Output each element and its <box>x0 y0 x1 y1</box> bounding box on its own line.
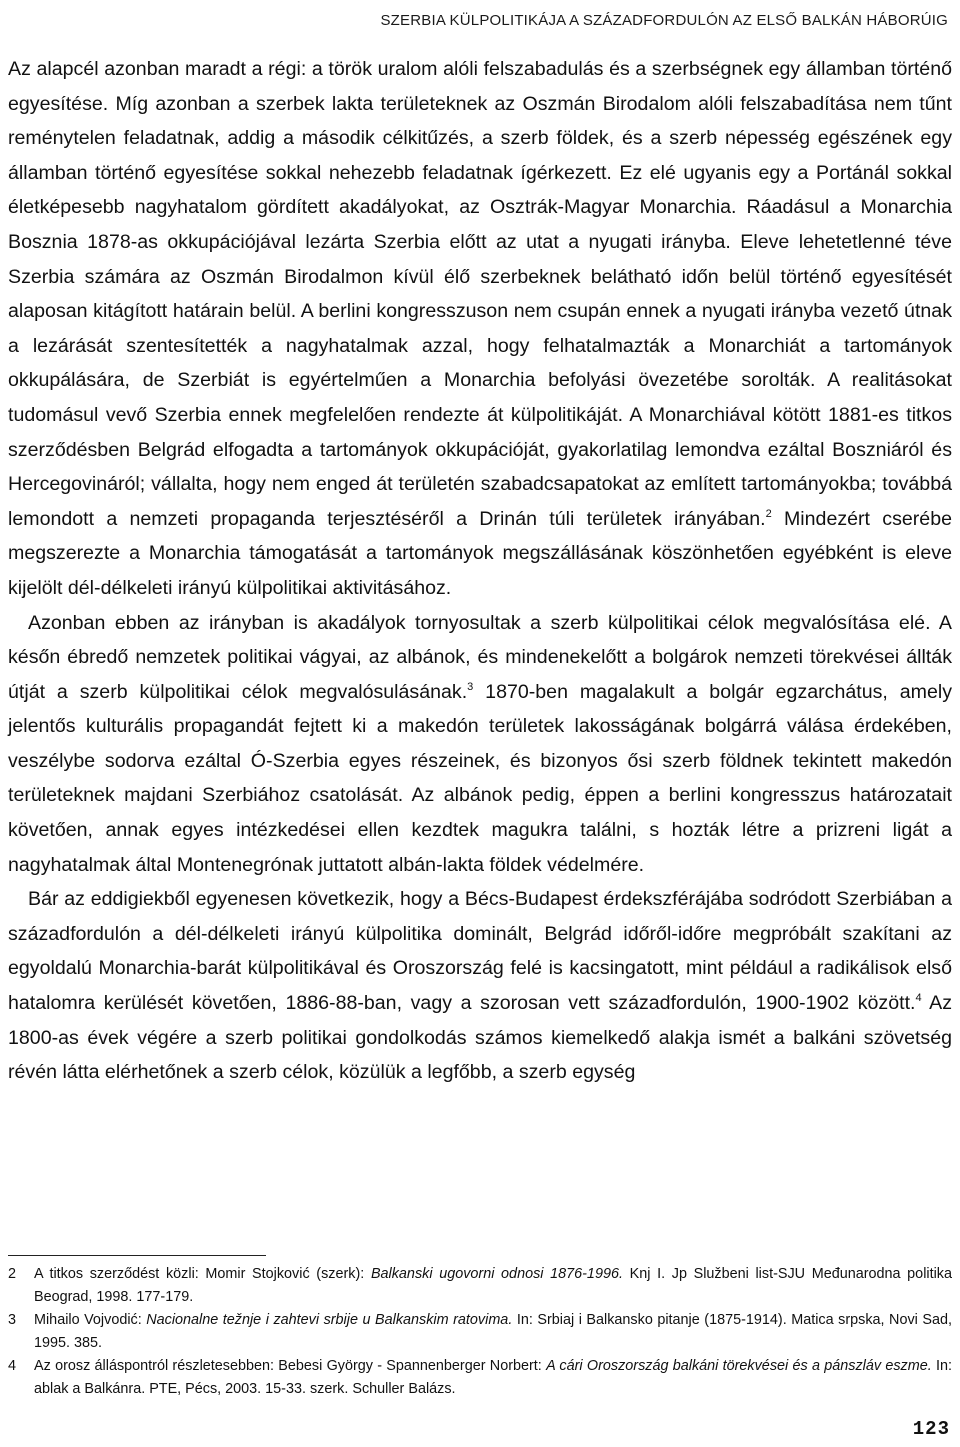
paragraph-2 <box>8 606 952 883</box>
paragraph-1 <box>8 52 952 606</box>
footnote-number: 4 <box>8 1358 17 1374</box>
paragraph-3 <box>8 882 952 1090</box>
footnote-text: Mihailo Vojvodić: <box>34 1312 147 1328</box>
paragraph-text: Az alapcél azonban maradt a régi: a török uralom alóli felszabadulás és a szerbségnek egy államban történő egyesítése. Míg azonban a szerbek lakta területeknek az Oszmán Birodalom alóli felszabadítása nem tűnt reménytelen feladatnak, addig a második célkitűzés, a szerb földek, és a szerb népesség egészének egy államban történő egyesítése sokkal nehezebb feladatnak ígérkezett. Ez elé ugyanis egy a Portánál sokkal életképesebb nagyhatalom gördített akadályokat, az Osztrák-Magyar Monarchia. Ráadásul a Monarchia Bosznia 1878-as okkupációjával lezárta Szerbia előtt az utat a nyugati irányba. Eleve lehetetlenné téve Szerbia számára az Oszmán Birodalmon kívül élő szerbeknek belátható időn belül történő egyesítését alaposan kitágított határain belül. A berlini kongresszuson nem csupán ennek a nyugati irányba vezető útnak a lezárását szentesítették a nagyhatalmak azzal, hogy felhatalmazták a Monarchiát a tartományok okkupálására, de Szerbiát is egyértelműen a Monarchia befolyási övezetébe sorolták. A realitásokat tudomásul vevő Szerbia ennek megfelelően rendezte át külpolitikáját. A Monarchiával kötött 1881-es titkos szerződésben Belgrád elfogadta a tartományok okkupációját, gyakorlatilag lemondva ezáltal Boszniáról és Hercegovináról; vállalta, hogy nem enged át területén szabadcsapatokat az említett tartományokba; továbbá lemondott a nemzeti propaganda terjesztéséről a Drinán túli területek irányában. <box>8 58 952 530</box>
paragraph-text: Bár az eddigiekből egyenesen következik, hogy a Bécs-Budapest érdekszférájába sodródott Szerbiában a századfordulón a dél-délkeleti irányú külpolitika dominált, Belgrád időről-időre megpróbált szakítani az egyoldalú Monarchia-barát külpolitikával és Oroszország felé is kacsingatott, mint például a radikálisok első hatalomra kerülését követően, 1886-88-ban, vagy a szorosan vett századfordulón, 1900-1902 között. <box>8 888 952 1015</box>
main-text <box>8 52 952 1090</box>
footnote <box>8 1309 952 1355</box>
footnote-divider <box>8 1255 266 1256</box>
footnote-text: A titkos szerződést közli: Momir Stojković (szerk): <box>34 1266 371 1282</box>
paragraph-text: Az 1800-as évek végére a szerb politikai gondolkodás számos kiemelkedő alakja ismét a balkáni szövetség révén látta elérhetőnek a szerb célok, közülük a legfőbb, a szerb egység <box>8 992 952 1084</box>
footnote <box>8 1355 952 1401</box>
paragraph-text: Azonban ebben az irányban is akadályok tornyosultak a szerb külpolitikai célok megvalósítása elé. A későn ébredő nemzetek politikai vágyai, az albánok, és mindenekelőtt a bolgárok nemzeti törekvései állták útját a szerb külpolitikai célok megvalósulásának. <box>8 611 952 703</box>
footnote-ref[interactable]: 4 <box>915 992 922 1005</box>
footnote-text: In: ablak a Balkánra. PTE, Pécs, 2003. 15-33. szerk. Schuller Balázs. <box>34 1358 952 1397</box>
footnote-text: Az orosz álláspontról részletesebben: Bebesi György - Spannenberger Norbert: <box>34 1358 547 1374</box>
footnote <box>8 1263 952 1309</box>
footnote-title: Balkanski ugovorni odnosi 1876-1996. <box>370 1266 623 1282</box>
paragraph-text: Mindezért cserébe megszerezte a Monarchia támogatását a tartományok megszállásának köszönhetően egyébként is eleve kijelölt dél-délkeleti irányú külpolitikai aktivitásához. <box>8 507 952 599</box>
footnote-title: A cári Oroszország balkáni törekvései és a pánszláv eszme. <box>546 1358 932 1374</box>
footnote-text: Knj I. Jp Službeni list-SJU Međunarodna politika Beograd, 1998. 177-179. <box>34 1266 952 1305</box>
running-header: SZERBIA KÜLPOLITIKÁJA A SZÁZADFORDULÓN AZ ELSŐ BALKÁN HÁBORÚIG <box>380 12 948 29</box>
footnote-number: 3 <box>8 1312 17 1328</box>
page-number: 123 <box>912 1418 950 1440</box>
paragraph-text: 1870-ben magalakult a bolgár egzarchátus, amely jelentős kulturális propagandát fejtett ki a makedón területek lakosságának bolgárrá válása érdekében, veszélybe sodorva ezáltal Ó-Szerbia egyes részeinek, és bizonyos ősi szerb földnek tekintett makedón területeknek majdani Szerbiához csatolását. Az albánok pedig, éppen a berlini kongresszus határozatait követően, annak egyes intézkedései ellen kezdtek magukra találni, s hozták létre a prizreni ligát a nagyhatalmak által Montenegrónak juttatott albán-lakta földek védelmére. <box>8 680 952 876</box>
footnotes <box>8 1263 952 1401</box>
footnote-ref[interactable]: 3 <box>467 680 474 693</box>
footnote-number: 2 <box>8 1266 17 1282</box>
footnote-text: In: Srbiaj i Balkansko pitanje (1875-1914). Matica srpska, Novi Sad, 1995. 385. <box>34 1312 952 1351</box>
footnote-title: Nacionalne težnje i zahtevi srbije u Balkanskim ratovima. <box>146 1312 513 1328</box>
footnote-ref[interactable]: 2 <box>765 507 772 520</box>
